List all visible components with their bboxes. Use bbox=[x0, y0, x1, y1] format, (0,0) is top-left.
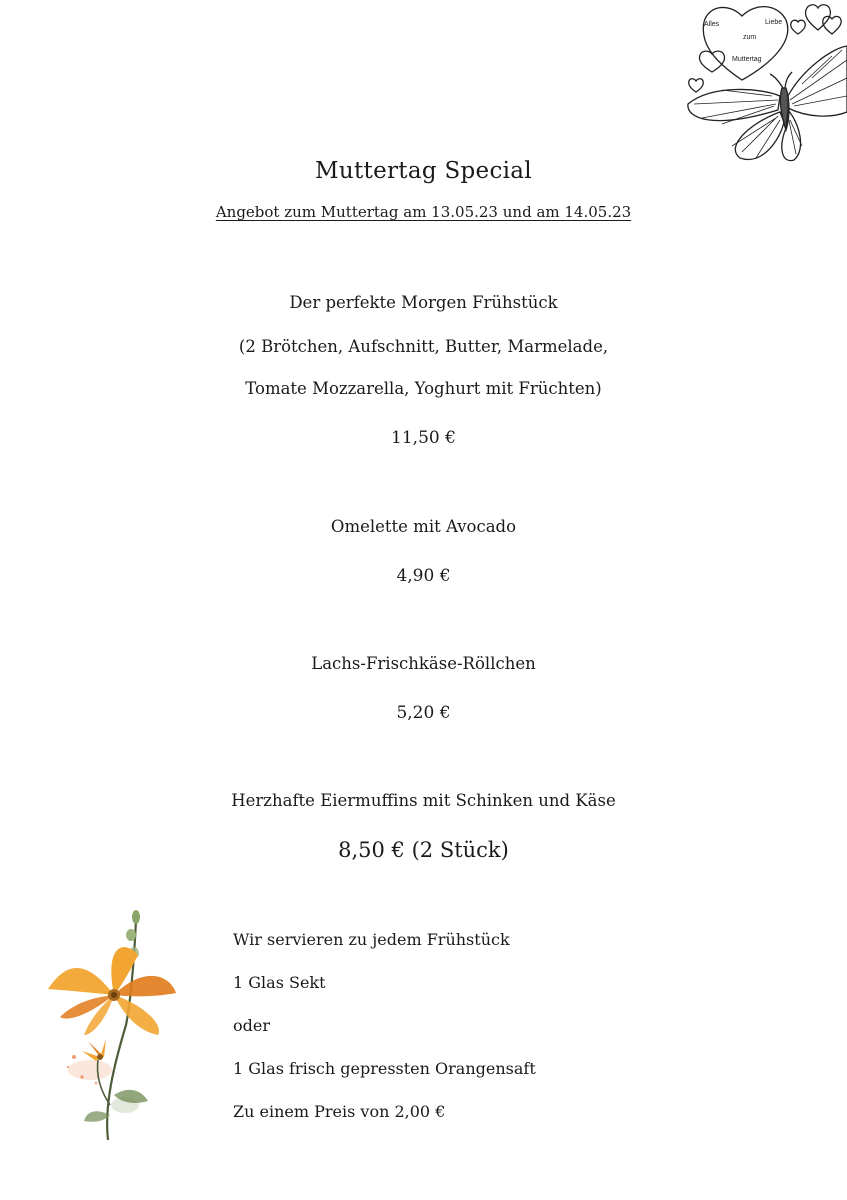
menu-item-price: 4,90 € bbox=[396, 566, 451, 586]
menu-item-name: Omelette mit Avocado bbox=[330, 517, 517, 536]
badge-text-alles: Alles bbox=[704, 21, 720, 28]
drinks-line: 1 Glas frisch gepressten Orangensaft bbox=[233, 1059, 536, 1078]
drinks-line: Wir servieren zu jedem Frühstück bbox=[233, 930, 510, 949]
heart-butterfly-icon bbox=[682, 0, 847, 168]
badge-text-liebe: Liebe bbox=[765, 19, 783, 26]
watercolor-flower-icon bbox=[30, 905, 190, 1150]
menu-item-name: Der perfekte Morgen Frühstück bbox=[289, 293, 558, 312]
menu-item-price: 11,50 € bbox=[391, 428, 456, 448]
menu-item-name: Lachs-Frischkäse-Röllchen bbox=[311, 654, 536, 673]
offer-subtitle: Angebot zum Muttertag am 13.05.23 und am 14.05.23 bbox=[215, 203, 632, 221]
drinks-line: oder bbox=[233, 1016, 270, 1035]
badge-text-muttertag: Muttertag bbox=[732, 56, 762, 63]
drinks-price-line: Zu einem Preis von 2,00 € bbox=[233, 1102, 446, 1121]
menu-item-price: 5,20 € bbox=[396, 703, 451, 723]
drinks-line: 1 Glas Sekt bbox=[233, 973, 326, 992]
menu-item-description: (2 Brötchen, Aufschnitt, Butter, Marmelade, bbox=[238, 337, 609, 356]
menu-item-name: Herzhafte Eiermuffins mit Schinken und Käse bbox=[231, 791, 616, 810]
menu-item-description: Tomate Mozzarella, Yoghurt mit Früchten) bbox=[245, 379, 602, 398]
badge-text-zum: zum bbox=[743, 34, 757, 41]
menu-item-price: 8,50 € (2 Stück) bbox=[338, 838, 509, 862]
page-title: Muttertag Special bbox=[315, 158, 532, 184]
